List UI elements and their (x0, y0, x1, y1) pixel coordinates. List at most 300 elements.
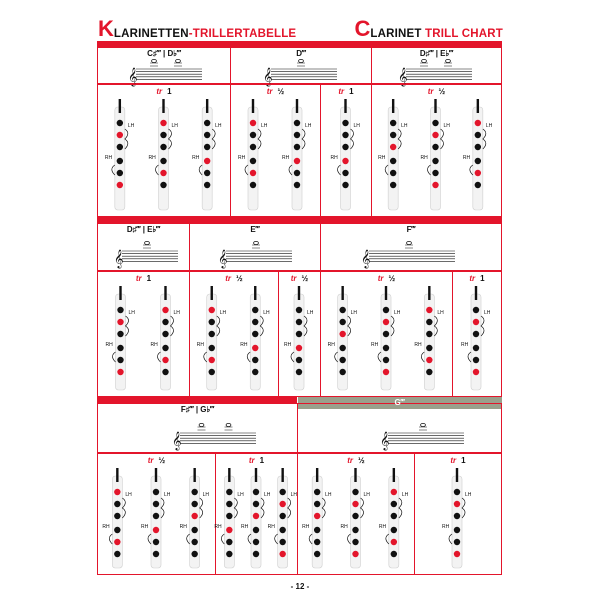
note-name: D♯‴ | E♭‴ (126, 225, 161, 234)
tone-hole (390, 120, 396, 126)
tone-hole (153, 539, 159, 545)
tone-hole (204, 158, 210, 164)
thumb-key (211, 286, 213, 300)
tone-hole (473, 369, 479, 375)
tone-hole (191, 489, 197, 495)
staff-notation (216, 237, 296, 268)
section3-notes-row (97, 398, 502, 453)
side-keys (212, 129, 215, 149)
tone-hole (339, 319, 345, 325)
staff-notation (359, 237, 459, 268)
side-keys (399, 498, 402, 518)
thumb-key (155, 468, 157, 482)
rh-label: RH (461, 342, 469, 348)
tone-hole (162, 331, 168, 337)
tone-hole (426, 345, 432, 351)
trill-label: tr ½ (347, 456, 365, 465)
staff-notation (396, 59, 476, 86)
tone-hole (162, 369, 168, 375)
rh-label: RH (284, 342, 292, 348)
tone-hole (294, 158, 300, 164)
pinky-keys (385, 165, 388, 175)
side-keys (462, 498, 465, 518)
lh-label: LH (437, 310, 444, 316)
treble-clef-icon: 𝄞 (114, 251, 124, 268)
tone-hole (252, 369, 258, 375)
tone-hole (352, 489, 358, 495)
tone-hole (114, 489, 120, 495)
tone-hole (253, 551, 259, 557)
tone-hole (314, 551, 320, 557)
tone-hole (454, 513, 460, 519)
rh-label: RH (105, 342, 113, 348)
trill-group (190, 272, 279, 396)
clarinet-diagrams (321, 286, 451, 394)
tone-hole (352, 527, 358, 533)
thumb-key (344, 99, 346, 113)
side-keys (348, 316, 351, 336)
tone-hole (339, 331, 345, 337)
pinky-keys (109, 534, 112, 544)
tone-hole (294, 170, 300, 176)
rh-label: RH (302, 524, 310, 530)
clarinet-diagrams (453, 286, 499, 394)
tone-hole (314, 539, 320, 545)
tone-hole (250, 144, 256, 150)
staff-notation (170, 417, 260, 450)
lh-label: LH (394, 310, 401, 316)
tone-hole (209, 319, 215, 325)
tone-hole (204, 120, 210, 126)
trill-label: tr 1 (156, 87, 172, 96)
thumb-key (316, 468, 318, 482)
tone-hole (296, 369, 302, 375)
trill-label: tr ½ (147, 456, 166, 465)
pinky-keys (187, 534, 190, 544)
clarinet-diagram (268, 468, 298, 568)
tone-hole (209, 331, 215, 337)
tone-hole (160, 182, 166, 188)
tone-hole (160, 144, 166, 150)
tone-hole (204, 182, 210, 188)
tone-hole (162, 307, 168, 313)
trill-label: tr 1 (135, 274, 152, 283)
clarinet-diagrams (98, 99, 229, 214)
thumb-key (164, 286, 166, 300)
side-keys (200, 498, 203, 518)
tone-hole (296, 331, 302, 337)
tone-hole (296, 319, 302, 325)
tone-hole (114, 551, 120, 557)
tone-hole (294, 144, 300, 150)
side-keys (171, 316, 174, 336)
tone-hole (339, 345, 345, 351)
pinky-keys (113, 352, 116, 362)
lh-label: LH (171, 123, 178, 129)
note-head (152, 59, 157, 62)
rh-label: RH (148, 155, 156, 161)
rh-label: RH (240, 342, 248, 348)
trill-group (98, 272, 190, 396)
rh-label: RH (462, 155, 471, 161)
tone-hole (432, 158, 438, 164)
tone-hole (475, 158, 481, 164)
clarinet-diagram (442, 468, 472, 568)
tone-hole (250, 158, 256, 164)
rh-label: RH (330, 155, 338, 161)
clarinet-diagram (180, 468, 210, 568)
side-keys (481, 316, 484, 336)
note-head (176, 59, 181, 62)
title-german-word2: TRILLERTABELLE (192, 28, 297, 40)
clarinet-diagram (461, 286, 491, 390)
rh-label: RH (340, 524, 348, 530)
tone-hole (209, 369, 215, 375)
tone-hole (454, 551, 460, 557)
tone-hole (226, 539, 232, 545)
tone-hole (253, 513, 259, 519)
pinky-keys (468, 352, 471, 362)
tone-hole (432, 170, 438, 176)
tone-hole (426, 331, 432, 337)
trill-group (415, 454, 501, 574)
tone-hole (191, 513, 197, 519)
clarinet-diagrams (98, 468, 214, 572)
thumb-key (477, 99, 479, 113)
tone-hole (191, 527, 197, 533)
lh-label: LH (164, 492, 171, 498)
tone-hole (153, 501, 159, 507)
tone-hole (426, 319, 432, 325)
rh-label: RH (378, 155, 386, 161)
pinky-keys (338, 165, 341, 175)
tone-hole (475, 120, 481, 126)
clarinet-diagram (214, 468, 244, 568)
pinky-keys (309, 534, 312, 544)
tone-hole (383, 369, 389, 375)
rh-label: RH (267, 524, 275, 530)
tone-hole (160, 158, 166, 164)
note-head (226, 423, 231, 426)
tone-hole (473, 331, 479, 337)
tone-hole (117, 158, 123, 164)
tone-hole (390, 144, 396, 150)
side-keys (258, 129, 261, 149)
clarinet-diagram (106, 286, 136, 390)
trill-label: tr 1 (469, 274, 485, 283)
title-german-sep: - (188, 28, 193, 40)
note-cell (298, 398, 501, 452)
rh-label: RH (238, 155, 246, 161)
side-keys (261, 498, 264, 518)
tone-hole (352, 539, 358, 545)
tone-hole (473, 307, 479, 313)
tone-hole (296, 307, 302, 313)
pinky-keys (248, 534, 251, 544)
tone-hole (314, 527, 320, 533)
section2-notes-row (97, 223, 502, 271)
note-head (299, 59, 304, 62)
staff-notation (126, 59, 206, 86)
lh-label: LH (443, 123, 450, 129)
pinky-keys (386, 534, 389, 544)
tone-hole (117, 307, 123, 313)
note-cell (231, 48, 372, 86)
side-keys (304, 316, 307, 336)
rh-label: RH (327, 342, 335, 348)
tone-hole (391, 539, 397, 545)
tone-hole (191, 551, 197, 557)
note-cell (98, 404, 298, 452)
trill-label: tr ½ (225, 274, 243, 283)
clarinet-diagram (284, 286, 314, 390)
pinky-keys (378, 352, 381, 362)
rh-label: RH (150, 342, 158, 348)
trill-label: tr 1 (338, 87, 354, 96)
tone-hole (114, 539, 120, 545)
thumb-key (252, 99, 254, 113)
treble-clef-icon: 𝄞 (380, 433, 390, 450)
tone-hole (226, 513, 232, 519)
rh-label: RH (414, 342, 422, 348)
lh-label: LH (363, 492, 370, 498)
lh-label: LH (127, 123, 135, 129)
note-name: E‴ (250, 225, 260, 234)
tone-hole (204, 144, 210, 150)
note-name: F♯‴ | G♭‴ (180, 405, 215, 414)
tone-hole (279, 551, 285, 557)
tone-hole (339, 369, 345, 375)
lh-label: LH (237, 492, 244, 498)
thumb-key (228, 468, 230, 482)
tone-hole (390, 132, 396, 138)
tone-hole (162, 319, 168, 325)
side-keys (122, 498, 125, 518)
tone-hole (391, 489, 397, 495)
tone-hole (226, 489, 232, 495)
note-head (421, 423, 426, 426)
thumb-key (475, 286, 477, 300)
rh-label: RH (179, 524, 187, 530)
lh-label: LH (401, 123, 408, 129)
note-head (422, 59, 427, 62)
tone-hole (250, 120, 256, 126)
side-keys (302, 129, 305, 149)
thumb-key (254, 286, 256, 300)
treble-clef-icon: 𝄞 (263, 69, 273, 86)
tone-hole (383, 345, 389, 351)
treble-clef-icon: 𝄞 (172, 433, 182, 450)
clarinet-diagrams (298, 468, 413, 572)
tone-hole (296, 345, 302, 351)
tone-hole (342, 170, 348, 176)
tone-hole (426, 369, 432, 375)
pinky-keys (221, 534, 224, 544)
tone-hole (209, 345, 215, 351)
trill-label: tr ½ (290, 274, 309, 283)
tone-hole (226, 527, 232, 533)
pinky-keys (204, 352, 207, 362)
tone-hole (117, 120, 123, 126)
lh-label: LH (128, 310, 135, 316)
tone-hole (454, 539, 460, 545)
section1-notes-row (97, 47, 502, 84)
lh-label: LH (325, 492, 332, 498)
side-keys (161, 498, 164, 518)
title-german (98, 18, 296, 40)
tone-hole (204, 170, 210, 176)
tone-hole (352, 551, 358, 557)
thumb-key (255, 468, 257, 482)
tone-hole (342, 132, 348, 138)
treble-clef-icon: 𝄞 (398, 69, 408, 86)
tone-hole (279, 527, 285, 533)
rh-label: RH (196, 342, 204, 348)
tone-hole (114, 527, 120, 533)
title-english (354, 18, 503, 40)
thumb-key (193, 468, 195, 482)
page-number: - 12 - (290, 582, 310, 591)
tone-hole (117, 331, 123, 337)
side-keys (260, 316, 263, 336)
tone-hole (314, 513, 320, 519)
tone-hole (117, 357, 123, 363)
section1-fingering-row (97, 84, 502, 217)
tone-hole (294, 132, 300, 138)
tone-hole (391, 551, 397, 557)
title-english-word: LARINET (370, 28, 422, 40)
pinky-keys (428, 165, 431, 175)
staff-notation (261, 59, 341, 86)
rh-label: RH (192, 155, 200, 161)
clarinet-diagram (192, 99, 222, 210)
thumb-key (456, 468, 458, 482)
pinky-keys (335, 352, 338, 362)
tone-hole (390, 182, 396, 188)
tone-hole (117, 182, 123, 188)
lh-label: LH (485, 123, 493, 129)
tone-hole (432, 132, 438, 138)
side-keys (351, 129, 354, 149)
tone-hole (226, 551, 232, 557)
lh-label: LH (465, 492, 472, 498)
side-keys (169, 129, 172, 149)
pinky-keys (449, 534, 452, 544)
tone-hole (391, 513, 397, 519)
note-name: G‴ (394, 398, 405, 407)
clarinet-diagram (240, 286, 270, 390)
tone-hole (252, 357, 258, 363)
clarinet-diagram (379, 468, 409, 568)
tone-hole (160, 120, 166, 126)
thumb-key (354, 468, 356, 482)
pinky-keys (348, 534, 351, 544)
tone-hole (117, 144, 123, 150)
clarinet-diagram (302, 468, 332, 568)
thumb-key (116, 468, 118, 482)
thumb-key (434, 99, 436, 113)
tone-hole (314, 489, 320, 495)
pinky-keys (156, 165, 159, 175)
tone-hole (160, 170, 166, 176)
tone-hole (153, 527, 159, 533)
tone-hole (383, 331, 389, 337)
clarinet-diagram (378, 99, 408, 210)
note-cell (372, 48, 501, 86)
tone-hole (383, 319, 389, 325)
thumb-key (119, 99, 121, 113)
tone-hole (342, 158, 348, 164)
tone-hole (253, 501, 259, 507)
tone-hole (252, 345, 258, 351)
clarinet-diagrams (372, 99, 499, 214)
trill-group (321, 85, 372, 216)
note-head (199, 423, 204, 426)
tone-hole (153, 551, 159, 557)
side-keys (391, 316, 394, 336)
lh-label: LH (353, 123, 360, 129)
pinky-keys (470, 165, 473, 175)
note-name: D♯‴ | E♭‴ (419, 49, 454, 58)
lh-label: LH (305, 123, 312, 129)
note-head (446, 59, 451, 62)
trill-group (279, 272, 321, 396)
tone-hole (454, 527, 460, 533)
trill-group (321, 272, 453, 396)
tone-hole (454, 489, 460, 495)
clarinet-diagrams (415, 468, 499, 572)
thumb-key (385, 286, 387, 300)
thumb-key (281, 468, 283, 482)
tone-hole (432, 182, 438, 188)
side-keys (434, 316, 437, 336)
title-german-word: LARINETTEN (113, 28, 189, 40)
tone-hole (279, 489, 285, 495)
tone-hole (191, 501, 197, 507)
title-german-initial: K (98, 16, 114, 41)
pinky-keys (158, 352, 161, 362)
tone-hole (426, 357, 432, 363)
pinky-keys (421, 352, 424, 362)
clarinet-diagram (463, 99, 493, 210)
lh-label: LH (125, 492, 132, 498)
clarinet-diagrams (190, 286, 277, 394)
clarinet-diagram (341, 468, 371, 568)
note-head (145, 241, 150, 244)
thumb-key (428, 286, 430, 300)
treble-clef-icon: 𝄞 (218, 251, 228, 268)
tone-hole (250, 182, 256, 188)
clarinet-diagram (328, 286, 358, 390)
tone-hole (117, 132, 123, 138)
tone-hole (114, 513, 120, 519)
tone-hole (475, 182, 481, 188)
lh-label: LH (350, 310, 358, 316)
tone-hole (296, 357, 302, 363)
tone-hole (294, 120, 300, 126)
tone-hole (339, 307, 345, 313)
pinky-keys (275, 534, 278, 544)
tone-hole (117, 345, 123, 351)
tone-hole (162, 345, 168, 351)
rh-label: RH (420, 155, 428, 161)
clarinet-diagram (238, 99, 268, 210)
lh-label: LH (307, 310, 314, 316)
tone-hole (117, 369, 123, 375)
lh-label: LH (173, 310, 180, 316)
rh-label: RH (214, 524, 222, 530)
note-cell (190, 224, 321, 270)
